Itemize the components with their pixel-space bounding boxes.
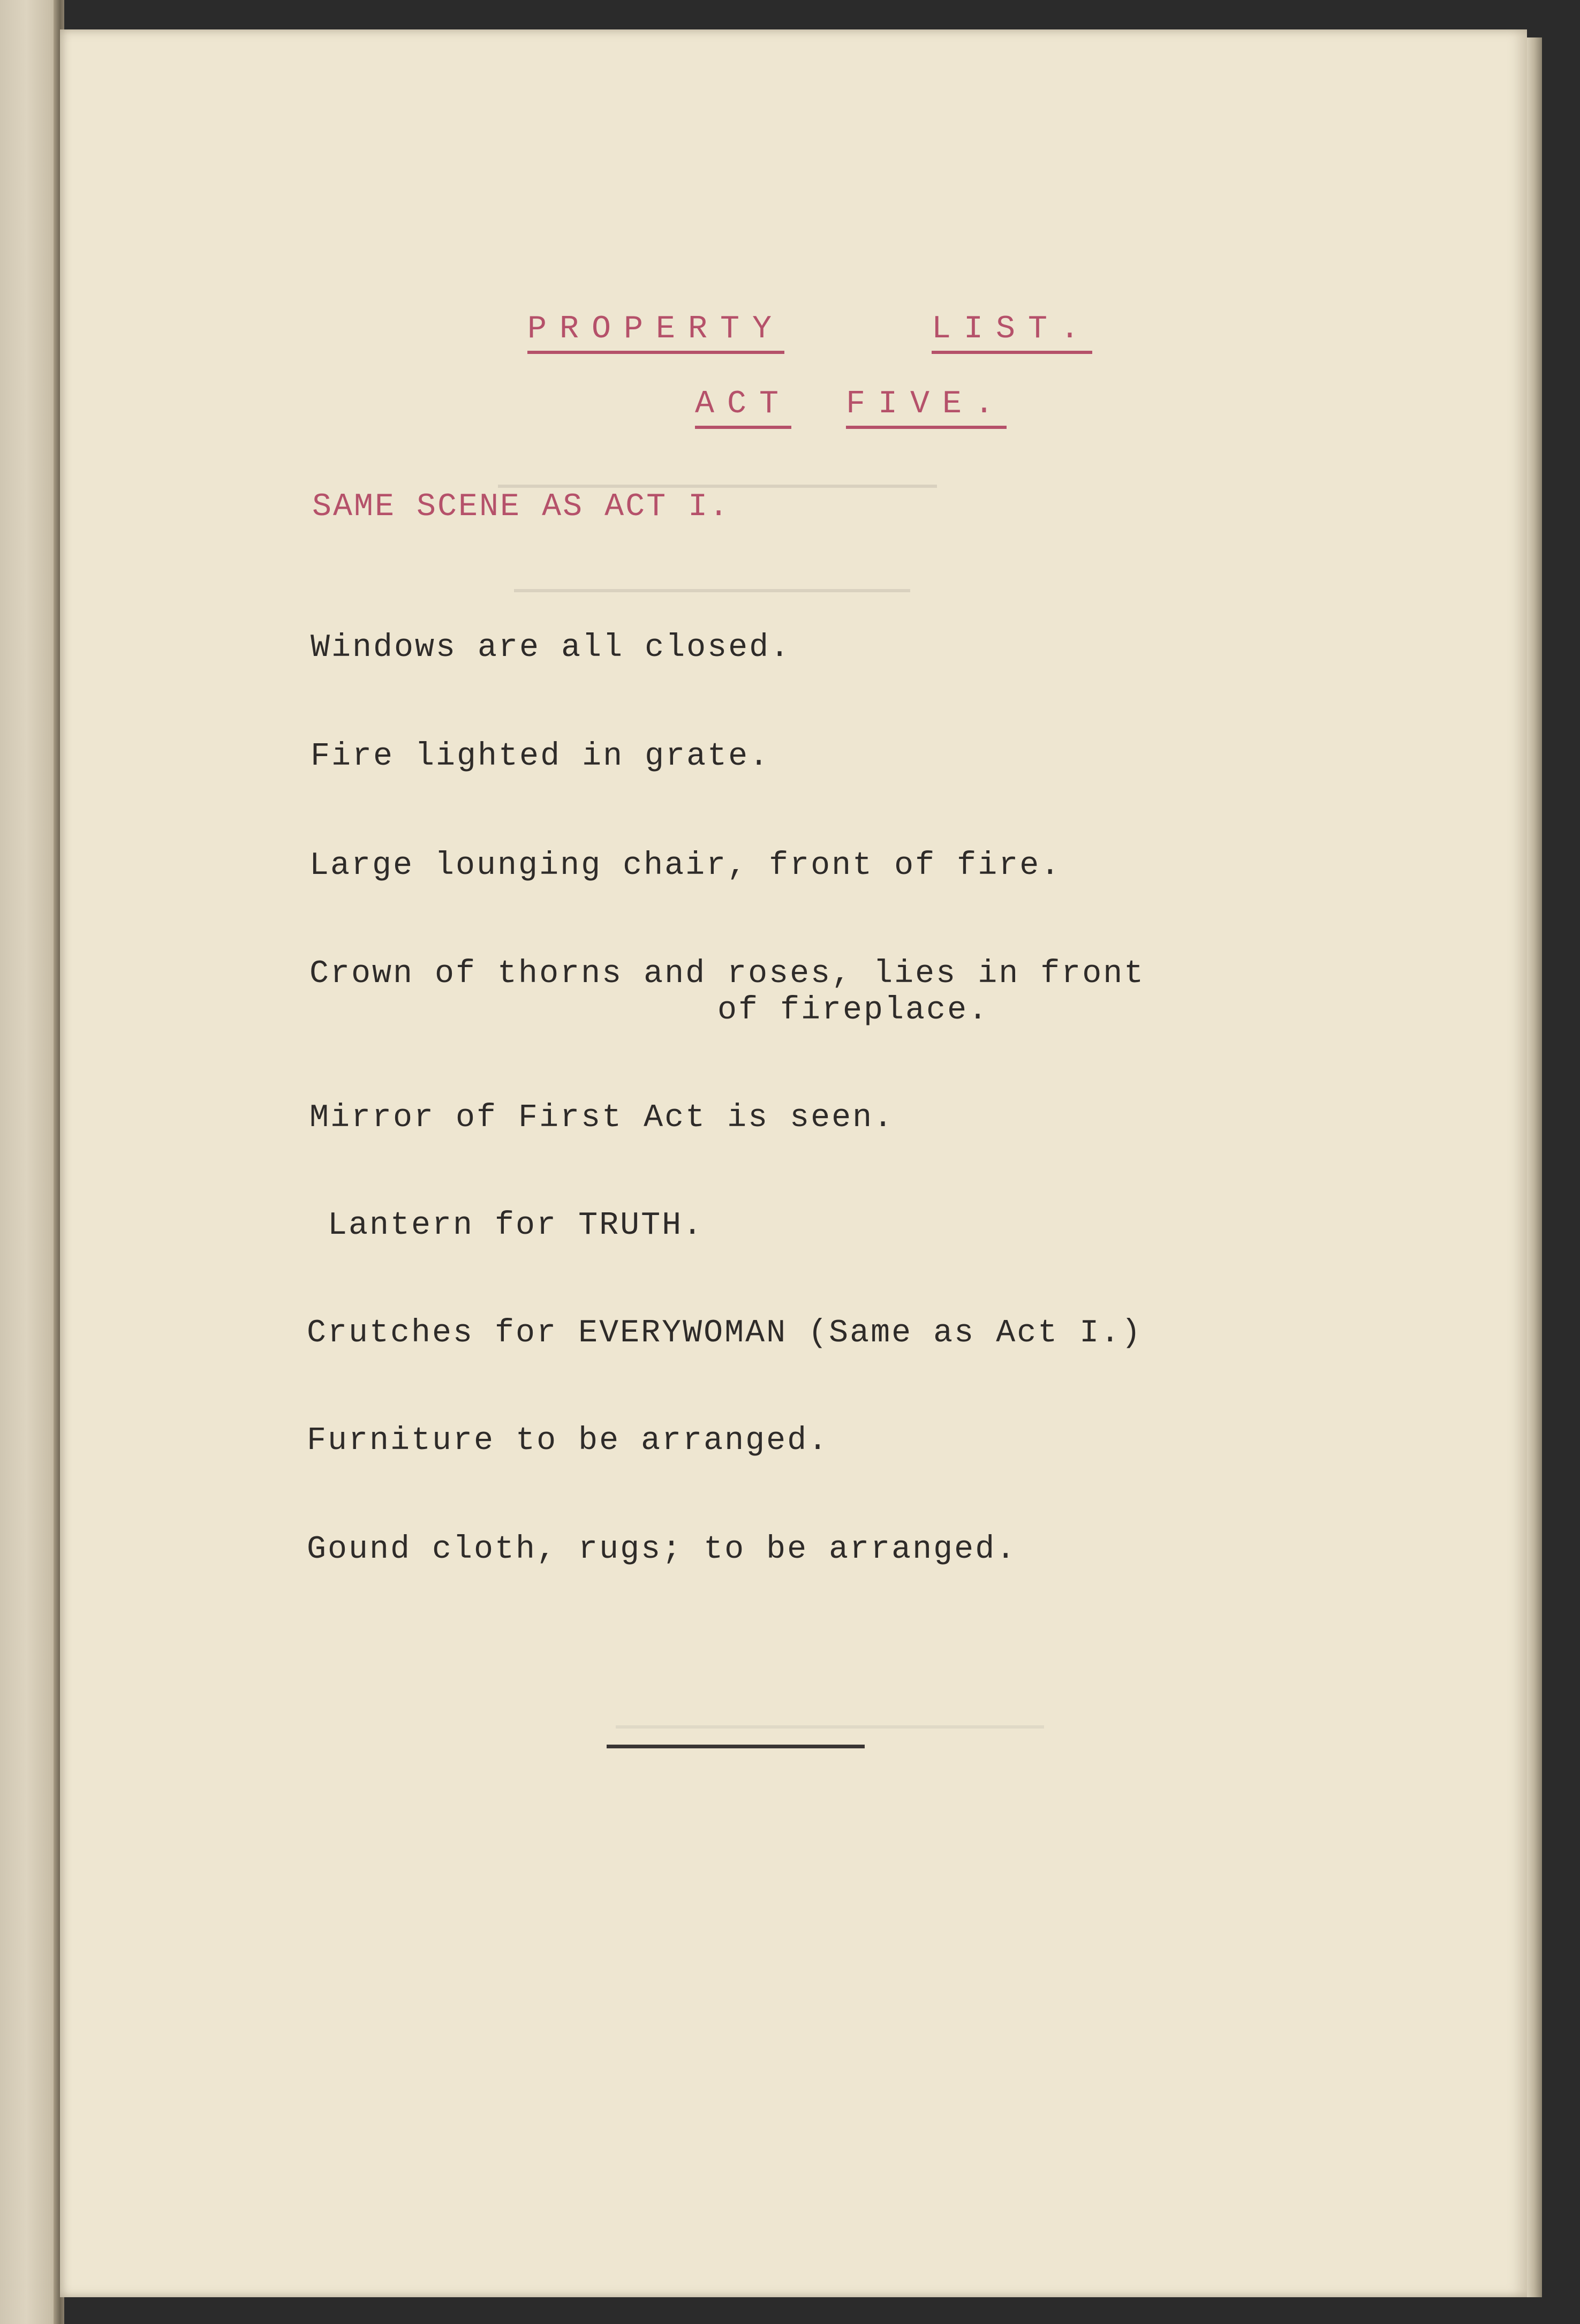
show-through-rule-3 (616, 1725, 1044, 1729)
scene-note: SAME SCENE AS ACT I. (312, 489, 730, 525)
heading-act: ACT (695, 388, 791, 429)
item-crown-line2: of fireplace. (717, 992, 989, 1029)
page-stack-edge (1527, 37, 1542, 2297)
item-furniture: Furniture to be arranged. (307, 1423, 829, 1459)
item-windows: Windows are all closed. (311, 630, 791, 666)
item-mirror: Mirror of First Act is seen. (309, 1100, 895, 1136)
end-rule (607, 1745, 865, 1748)
item-crutches: Crutches for EVERYWOMAN (Same as Act I.) (307, 1315, 1143, 1352)
show-through-rule-1 (498, 485, 937, 488)
heading-list: LIST. (932, 313, 1092, 354)
heading-five: FIVE. (846, 388, 1007, 429)
item-lantern: Lantern for TRUTH. (328, 1208, 704, 1244)
item-fire: Fire lighted in grate. (311, 738, 770, 775)
item-ground-cloth: Gound cloth, rugs; to be arranged. (307, 1531, 1017, 1568)
document-page (60, 29, 1527, 2297)
heading-property: PROPERTY (527, 313, 784, 354)
adjacent-page-edge (0, 0, 59, 2324)
show-through-rule-2 (514, 589, 910, 592)
item-chair: Large lounging chair, front of fire. (309, 848, 1062, 884)
item-crown-line1: Crown of thorns and roses, lies in front (309, 956, 1145, 992)
